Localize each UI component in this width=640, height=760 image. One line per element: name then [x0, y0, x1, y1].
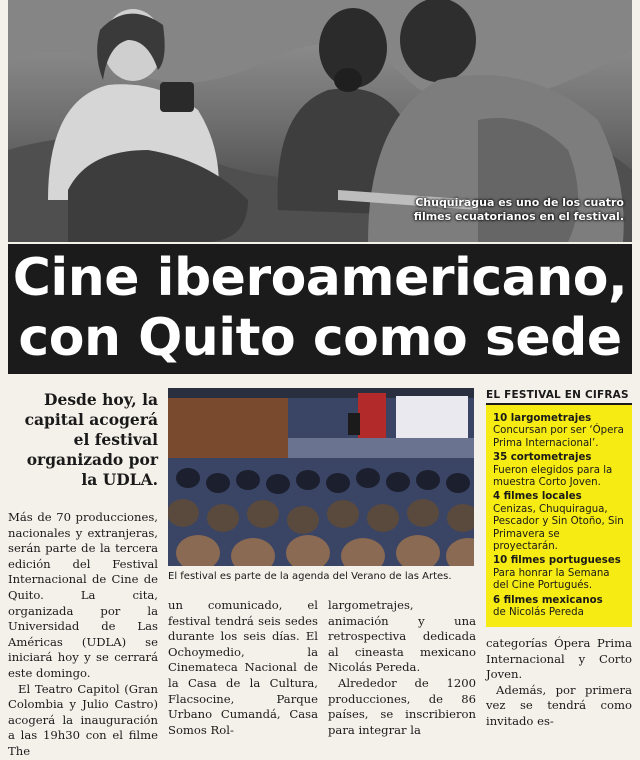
- figure-description: Concursan por ser ‘Ópera Prima Internacional’.: [493, 425, 624, 449]
- article-column-1: [8, 510, 158, 760]
- paragraph: El Teatro Capitol (Gran Colombia y Julio Castro) acogerá la inauguración a las 19h30 con el filme The: [8, 681, 158, 758]
- paragraph: largometrajes, animación y una retrospectiva dedicada al cineasta mexicano Nicolás Pereda.: [328, 598, 476, 675]
- headline-banner: [8, 244, 632, 374]
- sidebar-title: EL FESTIVAL EN CIFRAS: [486, 389, 629, 401]
- paragraph: un comunicado, el festival tendrá seis sedes durante los seis días. El Ochoymedio, la Cinemateca Nacional de la Casa de la Cultura, Flacsocine, Parque Urbano Cumandá, Casa Somos Rol-: [168, 598, 318, 737]
- headline-line-2: con Quito como sede: [18, 308, 622, 368]
- headline-line-1: Cine iberoamericano,: [12, 248, 628, 308]
- figure-item: [493, 555, 627, 592]
- figure-number: 10 largometrajes: [493, 413, 592, 424]
- figure-description: Para honrar la Semana del Cine Portugués.: [493, 567, 610, 592]
- article-column-4: [486, 636, 632, 730]
- figure-description: Fueron elegidos para la muestra Corto Joven.: [493, 464, 613, 489]
- figure-number: 10 filmes portugueses: [493, 555, 621, 567]
- figure-item: [493, 413, 627, 450]
- event-photo-illustration: [168, 388, 474, 566]
- figure-description: Cenizas, Chuquiragua, Pescador y Sin Otoño, Sin Primavera se proyectarán.: [493, 503, 624, 553]
- lead-text: Desde hoy, la capital acogerá el festival organizado por la UDLA.: [24, 390, 158, 489]
- event-photo-caption: El festival es parte de la agenda del Verano de las Artes.: [168, 571, 452, 582]
- figure-item: [493, 491, 627, 553]
- paragraph: Alrededor de 1200 producciones, de 86 países, se inscribieron para integrar la: [328, 675, 476, 737]
- festival-figures-box: [486, 405, 632, 627]
- article-column-3: [328, 598, 476, 738]
- figure-number: 4 filmes locales: [493, 491, 582, 503]
- top-photo: [8, 0, 632, 242]
- article-column-2: [168, 598, 318, 738]
- paragraph: categorías Ópera Prima Internacional y Corto Joven.: [486, 636, 632, 682]
- headline: [8, 248, 632, 368]
- paragraph: Más de 70 producciones, nacionales y extranjeras, serán parte de la tercera edición del Festival Internacional de Cine de Quito. La cita, organizada por la Universidad de Las Américas (UDLA) se iniciará hoy y se cerrará este domingo.: [8, 510, 158, 680]
- figure-number: 35 cortometrajes: [493, 452, 592, 464]
- figure-item: [493, 452, 627, 489]
- top-photo-caption: Chuquiragua es uno de los cuatro filmes ecuatorianos en el festival.: [413, 196, 624, 223]
- figure-item: [493, 595, 627, 620]
- paragraph: Además, por primera vez se tendrá como invitado es-: [486, 682, 632, 728]
- figure-description: de Nicolás Pereda: [493, 607, 584, 619]
- figure-number: 6 filmes mexicanos: [493, 594, 603, 606]
- event-photo: [168, 388, 474, 566]
